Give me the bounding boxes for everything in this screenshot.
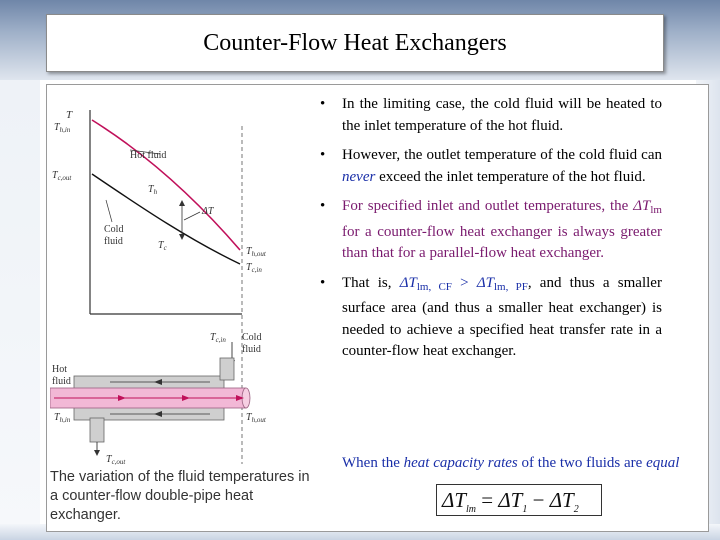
cold-fluid-label-1: Cold xyxy=(104,224,124,235)
cold-outlet-nozzle xyxy=(90,418,104,442)
figure-caption: The variation of the fluid temperatures in a counter-flow double-pipe heat exchanger. xyxy=(50,469,310,523)
cold-inlet-nozzle xyxy=(220,358,234,380)
bullet-2-emphasis: never xyxy=(342,168,376,185)
left-background xyxy=(0,80,40,540)
T-h-out-label: $T_{h,out}$ xyxy=(246,246,266,258)
bullet-4-subscript-pf: lm, PF xyxy=(493,280,528,293)
bullet-4-delta-T-pf: ΔT xyxy=(476,274,494,291)
temperature-figure xyxy=(50,92,312,530)
delta-T-arrow-up xyxy=(179,200,185,206)
bullet-3-text-b: for a counter-flow heat exchanger is always greater than that for a parallel-flow heat exchanger. xyxy=(342,223,662,261)
pipe-T-h-out-label: $T_{h,out}$ xyxy=(246,412,266,424)
T-h-in-label: $T_{h,in}$ xyxy=(54,122,71,134)
bullet-4-delta-T-cf: ΔT xyxy=(399,274,417,291)
bullet-1 xyxy=(318,94,662,137)
bullet-3-delta-T: ΔT xyxy=(633,198,651,214)
delta-T-arrow-down xyxy=(179,234,185,240)
bullet-4 xyxy=(318,273,662,363)
closing-text-b: of the two fluids are xyxy=(517,455,647,471)
pipe-cold-fluid-label-1: Cold xyxy=(242,332,262,343)
pipe-cold-fluid-label-2: fluid xyxy=(242,344,261,355)
bullet-4-greater-than: > xyxy=(451,274,477,291)
T-c-in-label: $T_{c,in}$ xyxy=(246,262,262,274)
bullet-4-subscript-cf: lm, CF xyxy=(416,280,452,293)
bullet-4-text-b: , and thus a smaller surface area (and thus a smaller heat exchanger) is needed to achieve a specified heat transfer rate in a counter-flow heat exchanger. xyxy=(342,274,662,359)
equation-box xyxy=(436,484,602,516)
T-h-label: $T_h$ xyxy=(148,184,158,196)
pipe-T-c-out-label: $T_{c,out}$ xyxy=(106,454,126,466)
title-box xyxy=(46,14,664,72)
delta-T-leader xyxy=(184,212,200,220)
bullet-dot: • xyxy=(320,96,326,112)
closing-statement xyxy=(342,452,688,474)
cold-outlet-arrow-head xyxy=(94,450,100,456)
bullet-4-text-a: That is, xyxy=(342,274,400,291)
pipe-T-h-in-label: $T_{h,in}$ xyxy=(54,412,71,424)
pipe-T-c-in-label: $T_{c,in}$ xyxy=(210,332,226,344)
bullet-2 xyxy=(318,145,662,188)
T-c-out-label: $T_{c,out}$ xyxy=(52,170,72,182)
bullet-1-text: In the limiting case, the cold fluid will be heated to the inlet temperature of the hot fluid. xyxy=(342,96,662,134)
bullet-3 xyxy=(318,196,662,265)
closing-emphasis-1: heat capacity rates xyxy=(403,455,518,471)
pipe-hot-fluid-label-1: Hot xyxy=(52,364,67,375)
cold-fluid-label-2: fluid xyxy=(104,236,123,247)
axis-T-label: T xyxy=(66,109,73,121)
T-c-label: $T_c$ xyxy=(158,240,167,252)
bullet-2-text-a: However, the outlet temperature of the cold fluid can xyxy=(342,147,662,163)
bullet-dot: • xyxy=(320,274,326,291)
bullet-3-subscript: lm xyxy=(650,204,662,216)
delta-T-label: ΔT xyxy=(202,206,214,217)
equation: $\Delta T_{lm} = \Delta T_1 - \Delta T_2$ xyxy=(442,488,579,515)
hot-fluid-label: Hot fluid xyxy=(130,150,167,161)
bullet-dot: • xyxy=(320,147,326,163)
closing-text-a: When the xyxy=(342,455,404,471)
pipe-hot-fluid-label-2: fluid xyxy=(52,376,71,387)
cold-fluid-leader xyxy=(106,200,112,222)
slide-title: Counter-Flow Heat Exchangers xyxy=(203,29,507,56)
bullet-list xyxy=(318,94,662,371)
bullet-dot: • xyxy=(320,198,326,214)
closing-emphasis-2: equal xyxy=(646,455,680,471)
bullet-3-text-a: For specified inlet and outlet temperatures, the xyxy=(342,198,634,214)
bullet-2-text-b: exceed the inlet temperature of the hot fluid. xyxy=(375,168,646,185)
